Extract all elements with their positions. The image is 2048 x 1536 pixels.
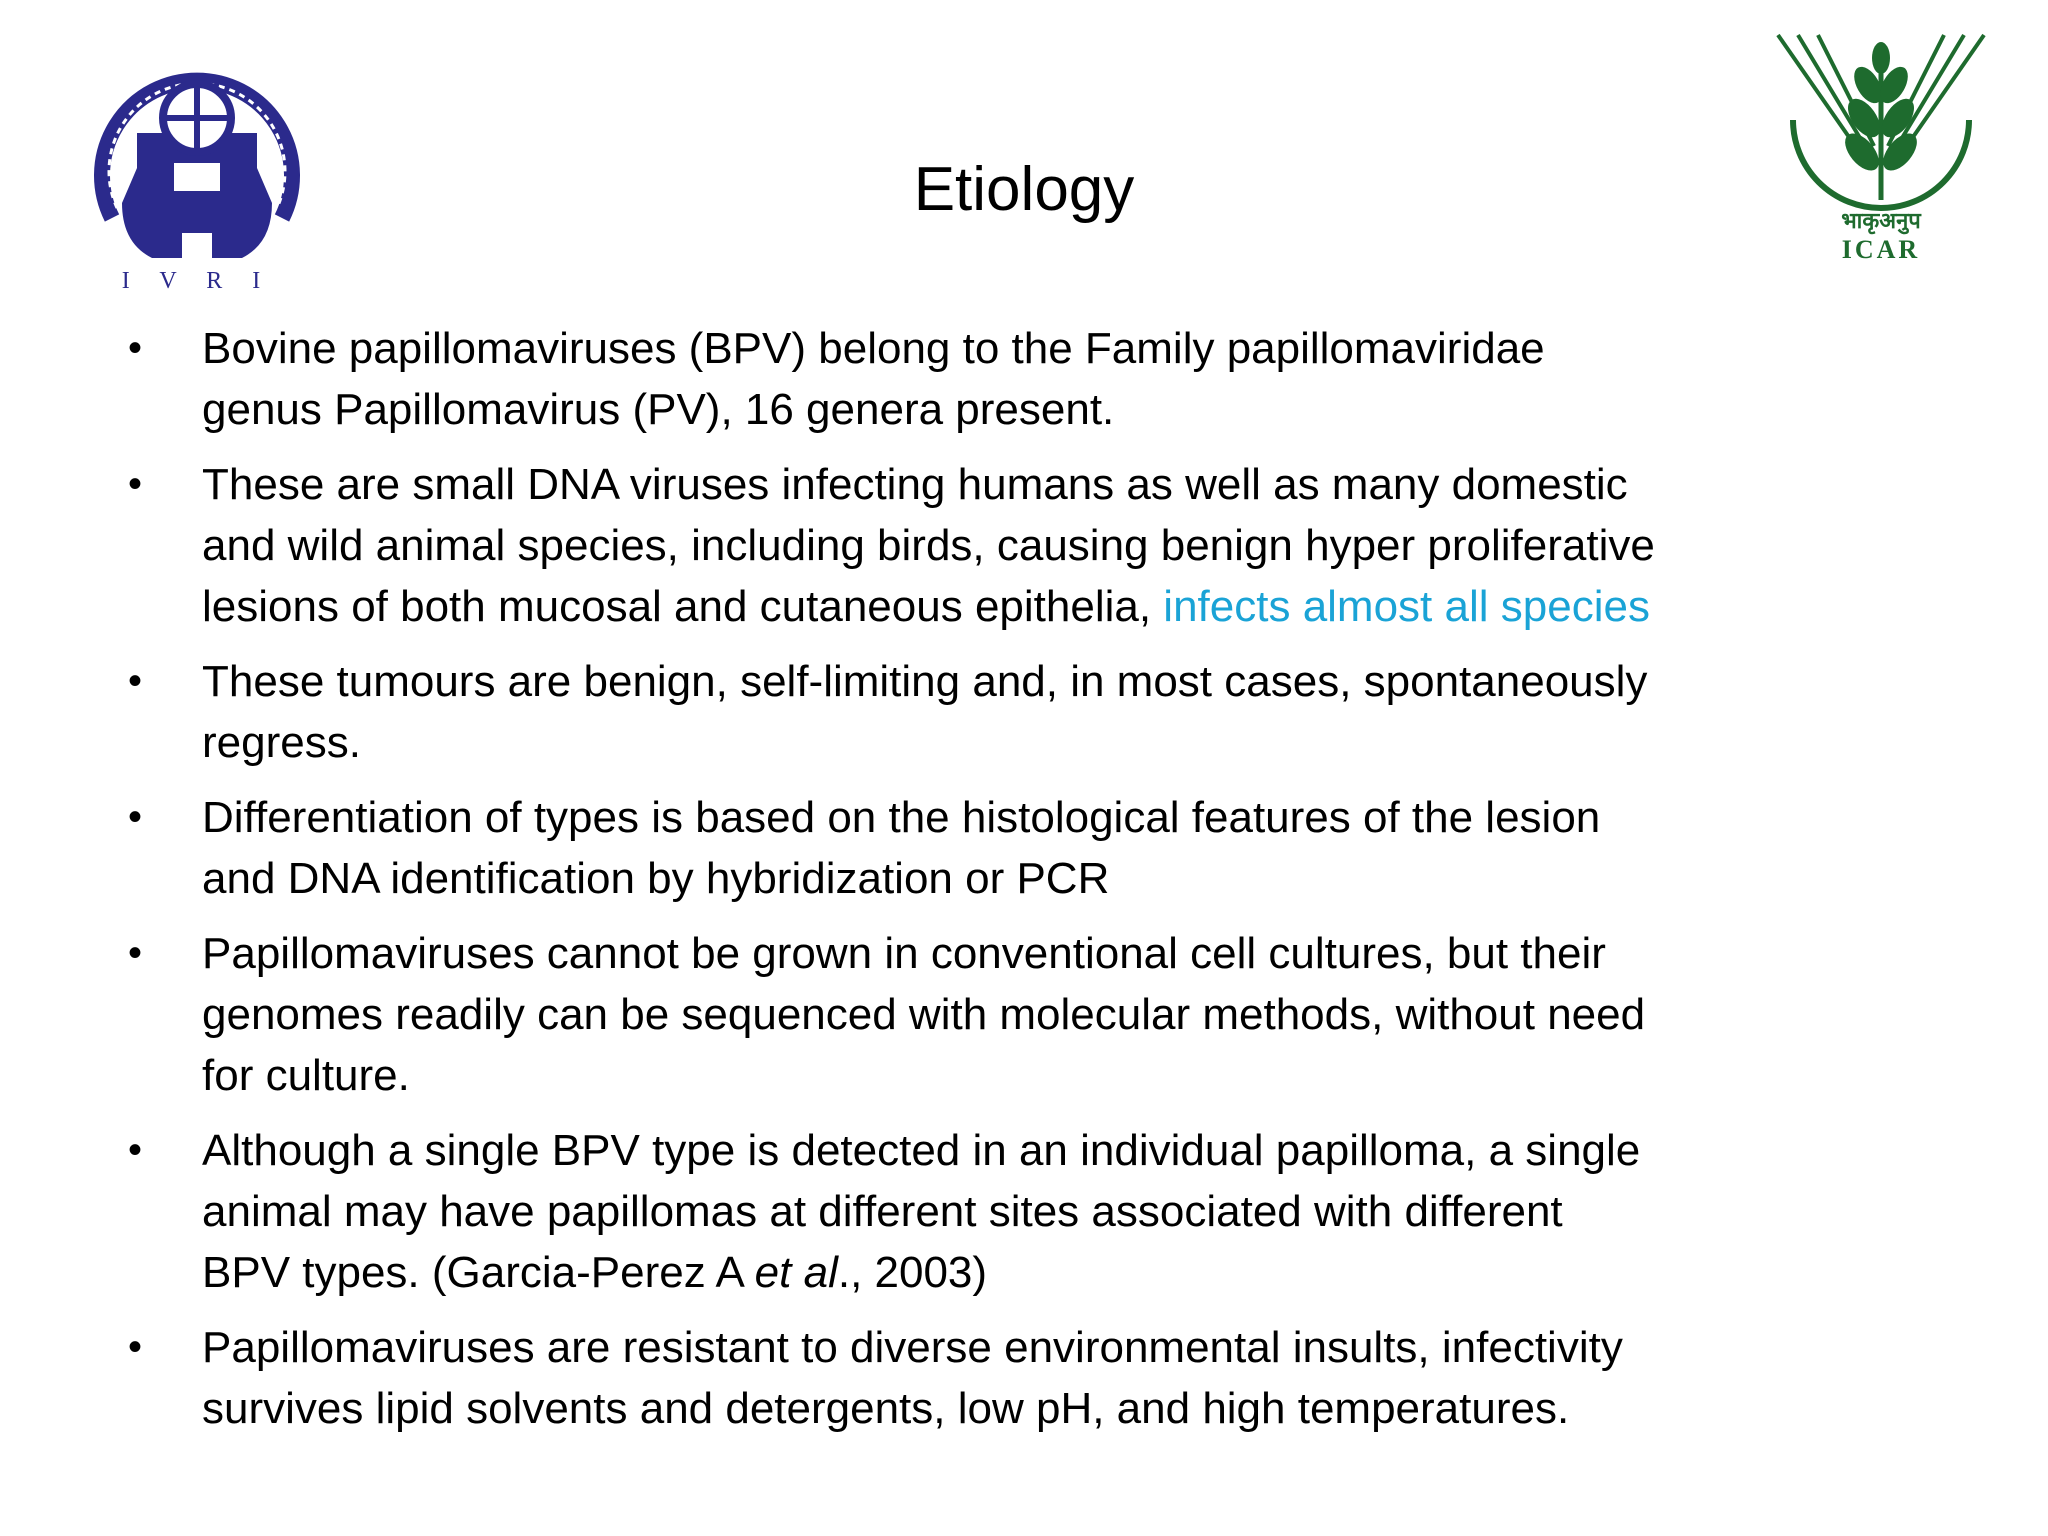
icar-logo-hindi-caption: भाकृअनुप <box>1841 209 1921 234</box>
citation-line <box>202 1242 1992 1303</box>
bullet-line: Differentiation of types is based on the histological features of the lesion <box>202 793 1601 842</box>
bullet-dot: • <box>128 931 143 975</box>
bullet-dot: • <box>128 1128 143 1172</box>
icar-logo-caption: ICAR <box>1841 235 1921 264</box>
bullet-line: These are small DNA viruses infecting humans as well as many domestic <box>202 460 1628 509</box>
bullet-line: Papillomaviruses cannot be grown in conventional cell cultures, but their <box>202 929 1606 978</box>
bullet-line: for culture. <box>202 1051 410 1100</box>
citation-italic: et al <box>754 1248 838 1297</box>
ivri-logo-caption: I V R I <box>121 268 273 294</box>
bullet-line <box>202 576 1992 637</box>
bullet-line: genomes readily can be sequenced with molecular methods, without need <box>202 990 1646 1039</box>
bullet-line: genus Papillomavirus (PV), 16 genera present. <box>202 385 1115 434</box>
bullet-line-text: lesions of both mucosal and cutaneous epithelia, <box>202 582 1164 631</box>
bullet-line: animal may have papillomas at different sites associated with different <box>202 1187 1563 1236</box>
citation-prefix: BPV types. (Garcia-Perez A <box>202 1248 755 1297</box>
bullet-item <box>112 318 1992 440</box>
bullet-line: Although a single BPV type is detected in an individual papilloma, a single <box>202 1126 1641 1175</box>
bullet-line: Bovine papillomaviruses (BPV) belong to the Family papillomaviridae <box>202 324 1545 373</box>
citation-suffix: ., 2003) <box>837 1248 988 1297</box>
bullet-item <box>112 1120 1992 1303</box>
bullet-item <box>112 923 1992 1106</box>
slide-title: Etiology <box>913 155 1135 224</box>
bullet-line: and wild animal species, including birds, causing benign hyper proliferative <box>202 521 1655 570</box>
bullet-line: and DNA identification by hybridization or PCR <box>202 854 1110 903</box>
bullet-dot: • <box>128 659 143 703</box>
bullet-line: survives lipid solvents and detergents, low pH, and high temperatures. <box>202 1384 1570 1433</box>
bullet-item <box>112 787 1992 909</box>
bullet-dot: • <box>128 795 143 839</box>
bullet-dot: • <box>128 1325 143 1369</box>
bullet-line: regress. <box>202 718 361 767</box>
bullet-item <box>112 1317 1992 1439</box>
bullet-list <box>112 318 1992 1453</box>
bullet-line: Papillomaviruses are resistant to diverse environmental insults, infectivity <box>202 1323 1623 1372</box>
bullet-line: These tumours are benign, self-limiting and, in most cases, spontaneously <box>202 657 1648 706</box>
bullet-dot: • <box>128 326 143 370</box>
bullet-item <box>112 454 1992 637</box>
bullet-dot: • <box>128 462 143 506</box>
highlight-text: infects almost all species <box>1163 582 1650 631</box>
bullet-item <box>112 651 1992 773</box>
